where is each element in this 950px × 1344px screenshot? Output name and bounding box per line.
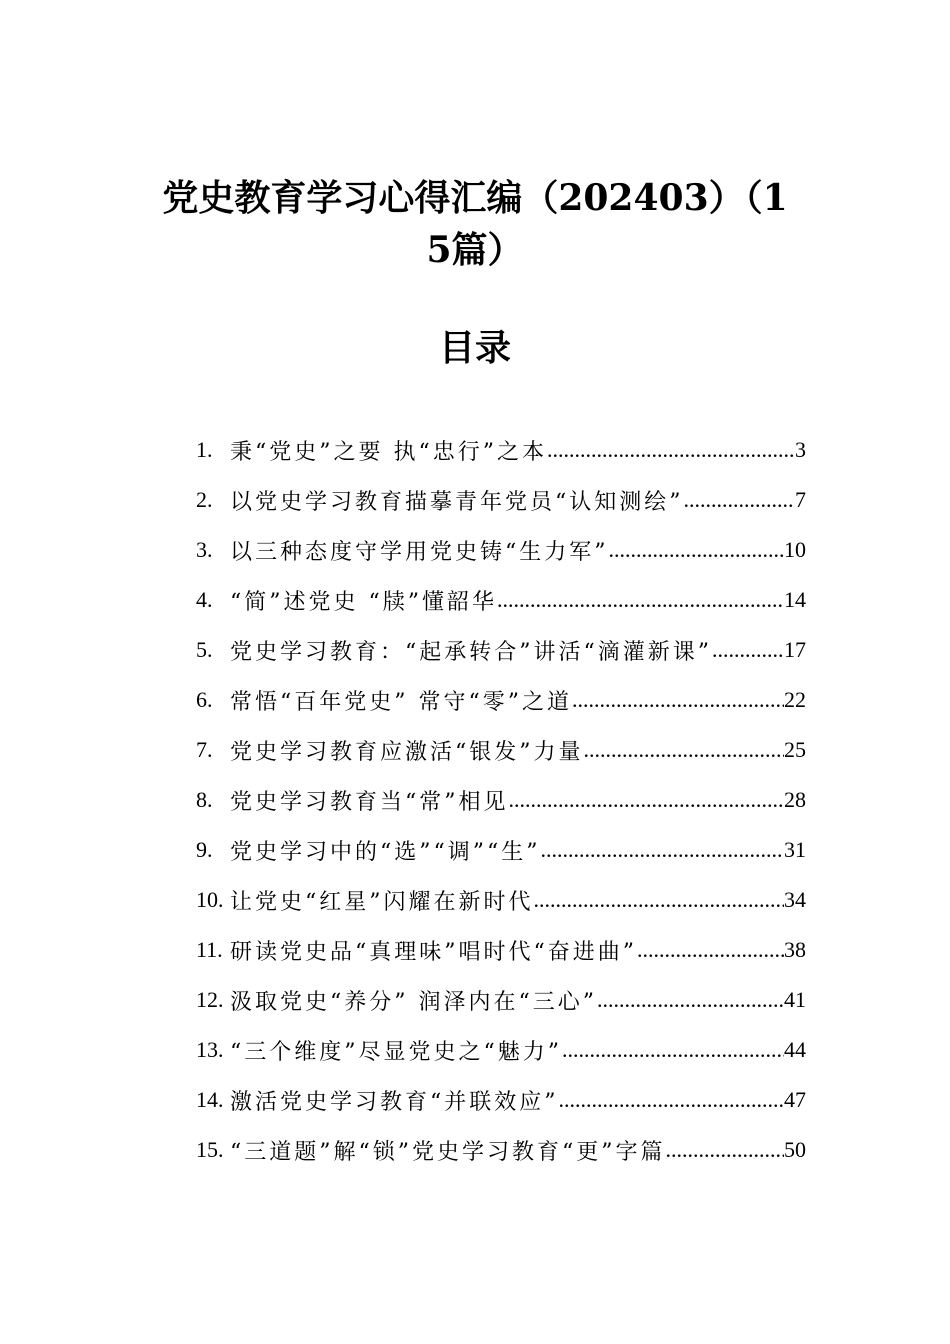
toc-dot-leader: [712, 637, 784, 663]
toc-entry-number: 10.: [196, 887, 224, 912]
toc-entry-number: 6.: [196, 687, 213, 712]
toc-entry-title: 以三种态度守学用党史铸“生力军”: [230, 539, 609, 565]
toc-entry-title: 研读党史品“真理味”唱时代“奋进曲”: [230, 939, 637, 965]
toc-entry[interactable]: [196, 625, 806, 675]
toc-entry-number: 1.: [196, 437, 213, 462]
toc-dot-leader: [609, 537, 785, 563]
toc-entry-page: 7: [795, 487, 806, 512]
toc-entry-title: 党史学习教育当“常”相见: [230, 789, 509, 815]
toc-entry-number: 14.: [196, 1087, 224, 1112]
toc-entry-page: 41: [784, 987, 806, 1012]
toc-dot-leader: [684, 487, 796, 513]
toc-entry[interactable]: [196, 775, 806, 825]
toc-entry[interactable]: [196, 475, 806, 525]
toc-entry-number: 13.: [196, 1037, 224, 1062]
toc-entry-page: 22: [784, 687, 806, 712]
toc-entry[interactable]: [196, 1075, 806, 1125]
toc-entry-page: 50: [784, 1137, 806, 1162]
toc-entry[interactable]: [196, 1125, 806, 1175]
toc-dot-leader: [534, 887, 785, 913]
table-of-contents: [196, 425, 806, 1175]
toc-entry-title: 激活党史学习教育“并联效应”: [230, 1089, 559, 1115]
toc-dot-leader: [559, 1087, 785, 1113]
toc-dot-leader: [597, 987, 784, 1013]
toc-entry-title: “三道题”解“锁”党史学习教育“更”字篇: [230, 1139, 666, 1165]
toc-entry-number: 3.: [196, 537, 213, 562]
toc-entry-title: 秉“党史”之要 执“忠行”之本: [230, 439, 547, 465]
toc-entry-title: 党史学习中的“选”“调”“生”: [230, 839, 541, 865]
toc-entry-page: 38: [784, 937, 806, 962]
toc-heading: 目录: [438, 327, 511, 369]
toc-entry-number: 8.: [196, 787, 213, 812]
toc-entry[interactable]: [196, 525, 806, 575]
toc-entry-number: 7.: [196, 737, 213, 762]
toc-entry-page: 31: [784, 837, 806, 862]
toc-entry[interactable]: [196, 425, 806, 475]
toc-entry-page: 28: [784, 787, 806, 812]
toc-entry-page: 44: [784, 1037, 806, 1062]
toc-entry-page: 25: [784, 737, 806, 762]
toc-entry-title: 党史学习教育：“起承转合”讲活“滴灌新课”: [230, 639, 712, 665]
toc-entry[interactable]: [196, 825, 806, 875]
toc-entry[interactable]: [196, 675, 806, 725]
toc-entry-page: 14: [784, 587, 806, 612]
toc-entry[interactable]: [196, 925, 806, 975]
toc-dot-leader: [665, 1137, 784, 1163]
toc-entry[interactable]: [196, 1025, 806, 1075]
toc-entry-page: 3: [795, 437, 806, 462]
toc-entry-page: 17: [784, 637, 806, 662]
document-title: 党史教育学习心得汇编（202403）（15篇）: [162, 177, 788, 271]
toc-dot-leader: [547, 437, 795, 463]
toc-entry-title: “三个维度”尽显党史之“魅力”: [230, 1039, 562, 1065]
toc-entry-page: 10: [784, 537, 806, 562]
toc-dot-leader: [572, 687, 784, 713]
toc-dot-leader: [562, 1037, 784, 1063]
toc-entry-title: 党史学习教育应激活“银发”力量: [230, 739, 584, 765]
toc-entry-title: 以党史学习教育描摹青年党员“认知测绘”: [230, 489, 684, 515]
toc-dot-leader: [637, 937, 784, 963]
toc-entry-number: 2.: [196, 487, 213, 512]
toc-entry-title: 常悟“百年党史” 常守“零”之道: [230, 689, 572, 715]
toc-entry-title: “简”述党史 “牍”懂韶华: [230, 589, 497, 615]
toc-entry-number: 15.: [196, 1137, 224, 1162]
toc-entry-number: 4.: [196, 587, 213, 612]
toc-entry-number: 9.: [196, 837, 213, 862]
toc-entry[interactable]: [196, 875, 806, 925]
toc-dot-leader: [540, 837, 784, 863]
toc-entry[interactable]: [196, 575, 806, 625]
toc-dot-leader: [584, 737, 785, 763]
toc-entry-number: 11.: [196, 937, 223, 962]
toc-entry-title: 让党史“红星”闪耀在新时代: [230, 889, 534, 915]
toc-entry-number: 12.: [196, 987, 224, 1012]
toc-entry-page: 47: [784, 1087, 806, 1112]
toc-entry[interactable]: [196, 725, 806, 775]
toc-entry-page: 34: [784, 887, 806, 912]
toc-entry-title: 汲取党史“养分” 润泽内在“三心”: [230, 989, 597, 1015]
toc-entry-number: 5.: [196, 637, 213, 662]
toc-dot-leader: [497, 587, 784, 613]
toc-entry[interactable]: [196, 975, 806, 1025]
toc-dot-leader: [509, 787, 785, 813]
